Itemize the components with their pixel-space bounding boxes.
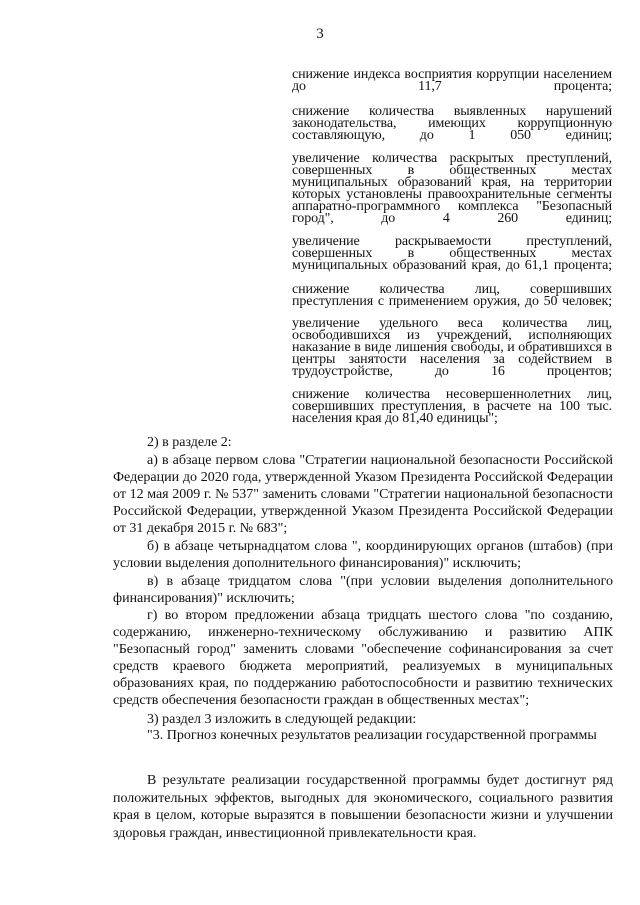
target-item-1: снижение индекса восприятия коррупции населением до 11,7 процента; <box>292 67 612 94</box>
target-item-4: увеличение раскрываемости преступлений, совершенных в общественных местах муниципальных образований края, до 61,1 процента; <box>292 234 612 273</box>
amendment-a: а) в абзаце первом слова "Стратегии национальной безопасности Российской Федерации до 2020 года, утвержденной Указом Президента Российской Федерации от 12 мая 2009 г. № 537" заменить словами "Стратегии национальной безопасности Российской Федерации, утвержденной Указом Президента Российской Федерации от 31 декабря 2015 г. № 683"; <box>113 453 613 536</box>
amendment-g: г) во втором предложении абзаца тридцать шестого слова "по созданию, содержанию, инженерно-техническому обслуживанию и развитию АПК "Безопасный город" заменить словами "обеспечение софинансирования за счет средств краевого бюджета мероприятий, реализуемых в муниципальных образованиях края, по поддержанию работоспособности и развитию технических средств обеспечения безопасности граждан в общественных местах"; <box>113 608 613 708</box>
section3-heading: 3) раздел 3 изложить в следующей редакции: <box>147 712 417 727</box>
section2-heading: 2) в разделе 2: <box>147 435 232 450</box>
target-item-3: увеличение количества раскрытых преступлений, совершенных в общественных местах муниципальных образований края, на территории которых установлены правоохранительные сегменты аппаратно-программного комплекса "Безопасный город", до 4 260 единиц; <box>292 151 612 226</box>
target-item-7: снижение количества несовершеннолетних лиц, совершивших преступления, в расчете на 100 тыс. населения края до 81,40 единицы"; <box>292 387 612 426</box>
section3-title: "3. Прогноз конечных результатов реализации государственной программы <box>147 728 597 743</box>
target-item-2: снижение количества выявленных нарушений законодательства, имеющих коррупционную составляющую, до 1 050 единиц; <box>292 104 612 143</box>
amendment-v: в) в абзаце тридцатом слова "(при условии выделения дополнительного финансирования)" исключить; <box>113 574 613 606</box>
amendment-b: б) в абзаце четырнадцатом слова ", координирующих органов (штабов) (при условии выделения дополнительного финансирования)" исключить; <box>113 539 613 571</box>
page-number: 3 <box>316 26 324 42</box>
target-item-6: увеличение удельного веса количества лиц, освободившихся из учреждений, исполняющих наказание в виде лишения свободы, и обратившихся в центры занятости населения за содействием в трудоустройстве, до 16 процентов; <box>292 316 612 379</box>
target-item-5: снижение количества лиц, совершивших преступления с применением оружия, до 50 человек; <box>292 282 612 309</box>
final-paragraph: В результате реализации государственной программы будет достигнут ряд положительных эффектов, выгодных для экономического, социального развития края в целом, которые выразятся в повышении безопасности жизни и улучшении здоровья граждан, инвестиционной привлекательности края. <box>113 773 613 841</box>
